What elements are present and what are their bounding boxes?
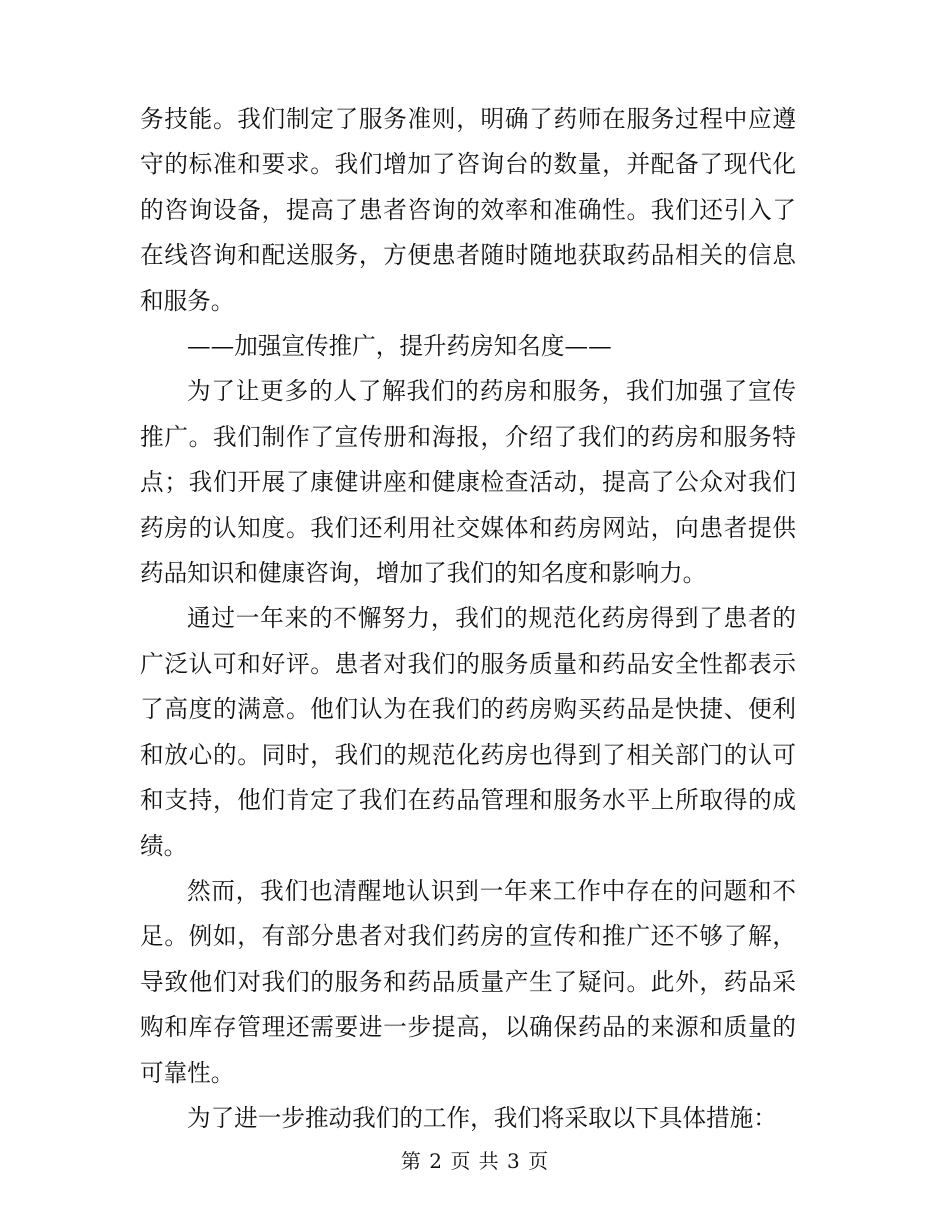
paragraph-measures-intro: 为了进一步推动我们的工作，我们将采取以下具体措施： bbox=[187, 1103, 777, 1132]
page-footer: 第 2 页 共 3 页 bbox=[400, 1149, 550, 1173]
document-body bbox=[140, 97, 796, 1141]
paragraph-achievements: 通过一年来的不懈努力，我们的规范化药房得到了患者的广泛认可和好评。患者对我们的服务质量和药品安全性都表示了高度的满意。他们认为在我们的药房购买药品是快捷、便利和放心的。同时，我们的规范化药房也得到了相关部门的认可和支持，他们肯定了我们在药品管理和服务水平上所取得的成绩。 bbox=[140, 604, 796, 860]
section-heading: ——加强宣传推广，提升药房知名度—— bbox=[187, 332, 612, 361]
continuation-paragraph: 务技能。我们制定了服务准则，明确了药师在服务过程中应遵守的标准和要求。我们增加了咨询台的数量，并配备了现代化的咨询设备，提高了患者咨询的效率和准确性。我们还引入了在线咨询和配送服务，方便患者随时随地获取药品相关的信息和服务。 bbox=[140, 105, 796, 315]
paragraph-publicity: 为了让更多的人了解我们的药房和服务，我们加强了宣传推广。我们制作了宣传册和海报，介绍了我们的药房和服务特点；我们开展了康健讲座和健康检查活动，提高了公众对我们药房的认知度。我们还利用社交媒体和药房网站，向患者提供药品知识和健康咨询，增加了我们的知名度和影响力。 bbox=[140, 377, 796, 588]
paragraph-problems: 然而，我们也清醒地认识到一年来工作中存在的问题和不足。例如，有部分患者对我们药房的宣传和推广还不够了解，导致他们对我们的服务和药品质量产生了疑问。此外，药品采购和库存管理还需要进一步提高，以确保药品的来源和质量的可靠性。 bbox=[140, 876, 796, 1087]
